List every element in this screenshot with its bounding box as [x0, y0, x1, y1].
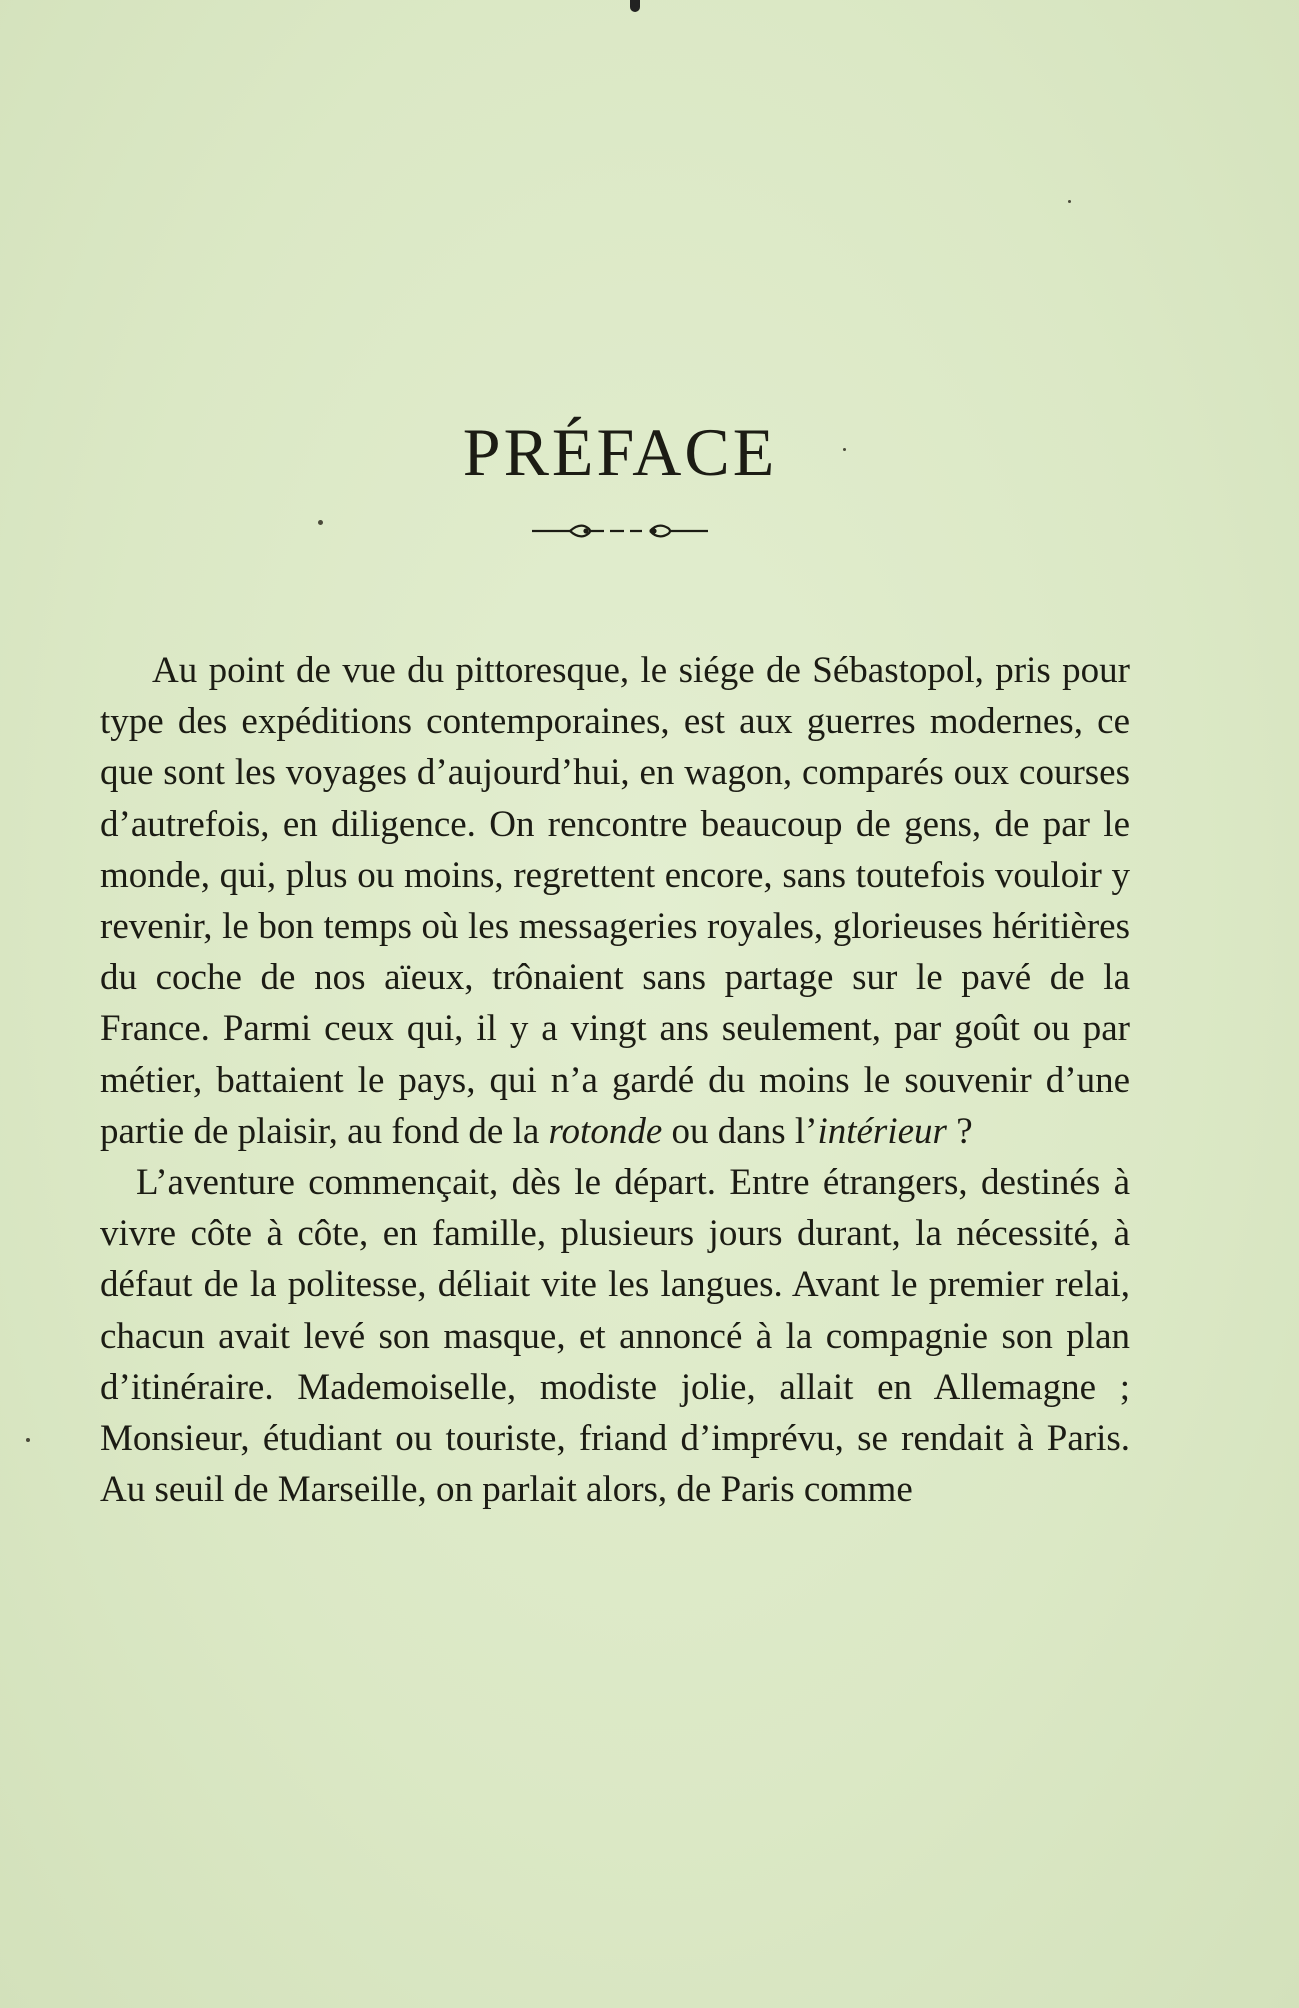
paper-speck [1068, 200, 1071, 203]
text-run: ? [946, 1110, 973, 1152]
paper-speck [318, 520, 323, 525]
paper-speck [26, 1438, 30, 1442]
ink-mark [630, 0, 640, 12]
text-run: Au point de vue du pittoresque, le siége de Sébastopol, pris pour type des expéditions contemporaines, est aux guerres modernes, ce que sont les voyages d’aujourd’hui, en wagon, comparés oux courses d’autrefois, en diligence. On rencontre beaucoup de gens, de par le monde, qui, plus ou moins, regrettent encore, sans toutefois vouloir y revenir, le bon temps où les messageries royales, glorieuses héritières du coche de nos aïeux, trônaient sans partage sur le pavé de la France. Parmi ceux qui, il y a vingt ans seulement, par goût ou par métier, battaient le pays, qui n’a gardé du moins le souvenir d’une partie de plaisir, au fond de la [100, 650, 1130, 1152]
text-run: ou dans l’ [662, 1110, 818, 1152]
paragraph [100, 645, 1130, 1157]
title-ornament-icon [530, 516, 710, 546]
italic-word-rotonde: rotonde [548, 1110, 663, 1152]
page-title: PRÉFACE [462, 413, 778, 490]
preface-body [100, 645, 1130, 1515]
paragraph [100, 1157, 1130, 1515]
text-run: L’aventure commençait, dès le départ. Entre étrangers, destinés à vivre côte à côte, en famille, plusieurs jours durant, la nécessité, à défaut de la politesse, déliait vite les langues. Avant le premier relai, chacun avait levé son masque, et annoncé à la compagnie son plan d’itinéraire. Mademoiselle, modiste jolie, allait en Allemagne ; Monsieur, étudiant ou touriste, friand d’imprévu, se rendait à Paris. Au seuil de Marseille, on parlait alors, de Paris comme [100, 1162, 1130, 1511]
italic-word-interieur: intérieur [817, 1110, 947, 1152]
